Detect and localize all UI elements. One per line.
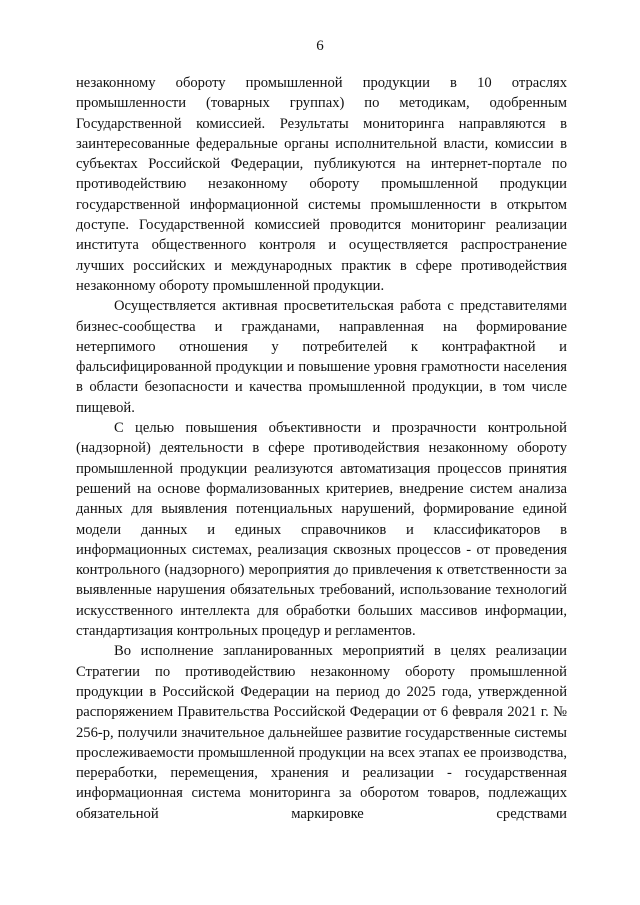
paragraph-1: незаконному обороту промышленной продукции в 10 отраслях промышленности (товарных группах) по методикам, одобренным Государственной комиссией. Результаты мониторинга направляются в заинтересованные федеральные органы исполнительной власти, комиссии в субъектах Российской Федерации, публикуются на интернет-портале по противодействию незаконному обороту промышленной продукции государственной информационной системы промышленности в открытом доступе. Государственной комиссией проводится мониторинг реализации института общественного контроля и осуществляется распространение лучших российских и международных практик в сфере противодействия незаконному обороту промышленной продукции. — [76, 75, 567, 294]
document-body — [76, 73, 567, 824]
paragraph-2: Осуществляется активная просветительская работа с представителями бизнес-сообщества и гражданами, направленная на формирование нетерпимого отношения у потребителей к контрафактной и фальсифицированной продукции и повышение уровня грамотности населения в области безопасности и качества промышленной продукции, в том числе пищевой. — [76, 298, 567, 416]
page-number: 6 — [316, 38, 324, 54]
paragraph-3: С целью повышения объективности и прозрачности контрольной (надзорной) деятельности в сфере противодействия незаконному обороту промышленной продукции реализуются автоматизация процессов принятия решений на основе формализованных критериев, внедрение систем анализа данных для выявления потенциальных нарушений, формирование единой модели данных и единых справочников и классификаторов в информационных системах, реализация сквозных процессов - от проведения контрольного (надзорного) мероприятия до привлечения к ответственности за выявленные нарушения обязательных требований, использование технологий искусственного интеллекта для обработки больших массивов информации, стандартизация контрольных процедур и регламентов. — [76, 420, 567, 640]
paragraph-4: Во исполнение запланированных мероприятий в целях реализации Стратегии по противодействию незаконному обороту промышленной продукции в Российской Федерации на период до 2025 года, утвержденной распоряжением Правительства Российской Федерации от 6 февраля 2021 г. № 256-р, получили значительное дальнейшее развитие государственные системы прослеживаемости промышленной продукции на всех этапах ее производства, переработки, перемещения, хранения и реализации - государственная информационная система мониторинга за оборотом товаров, подлежащих обязательной маркировке средствами — [76, 643, 567, 822]
